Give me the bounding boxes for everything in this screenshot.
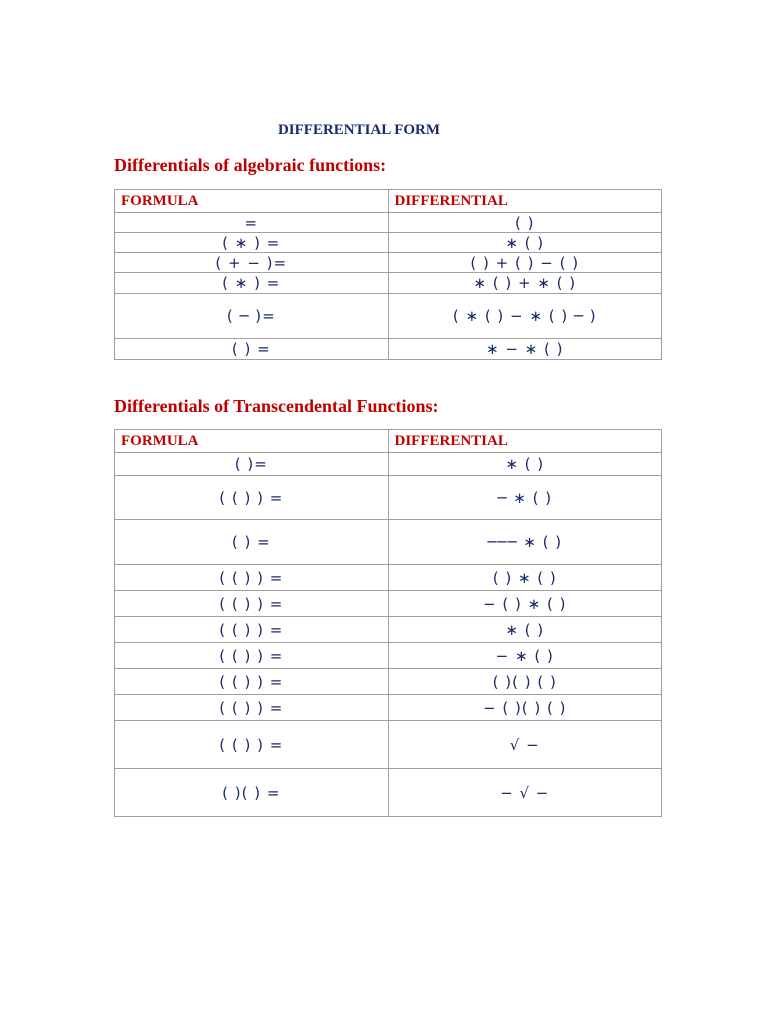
formula-cell: ( ( ) ) =	[115, 643, 389, 669]
formula-cell: ( )( ) =	[115, 769, 389, 817]
column-header-differential: DIFFERENTIAL	[388, 190, 662, 213]
formula-cell: ( ( ) ) =	[115, 695, 389, 721]
formula-cell: ( ─ )=	[115, 294, 389, 339]
table-row	[115, 669, 662, 695]
transcendental-heading: Differentials of Transcendental Functions:	[114, 396, 439, 416]
differential-cell: ∗ ( )	[388, 233, 662, 253]
document-title: DIFFERENTIAL FORM	[277, 122, 441, 138]
formula-cell: ( ∗ ) =	[115, 273, 389, 294]
column-header-formula: FORMULA	[115, 430, 389, 453]
formula-cell: ( )=	[115, 453, 389, 476]
table-row	[115, 339, 662, 360]
table-row	[115, 520, 662, 565]
transcendental-table	[114, 429, 662, 817]
algebraic-heading: Differentials of algebraic functions:	[114, 155, 387, 175]
table-row	[115, 721, 662, 769]
formula-cell: ( ) =	[115, 339, 389, 360]
differential-cell: ∗ ( )	[388, 617, 662, 643]
differential-cell: ─ ∗ ( )	[388, 476, 662, 520]
table-row	[115, 273, 662, 294]
table-row	[115, 591, 662, 617]
column-header-formula: FORMULA	[115, 190, 389, 213]
table-row	[115, 617, 662, 643]
table-row	[115, 643, 662, 669]
formula-cell: ( ( ) ) =	[115, 476, 389, 520]
differential-cell: ∗ − ∗ ( )	[388, 339, 662, 360]
differential-cell: − ( )( ) ( )	[388, 695, 662, 721]
table-row	[115, 565, 662, 591]
differential-cell: ( )( ) ( )	[388, 669, 662, 695]
differential-cell: − ∗ ( )	[388, 643, 662, 669]
algebraic-table	[114, 189, 662, 360]
column-header-differential: DIFFERENTIAL	[388, 430, 662, 453]
table-row	[115, 769, 662, 817]
table-row	[115, 294, 662, 339]
table-row	[115, 453, 662, 476]
differential-cell: ∗ ( )	[388, 453, 662, 476]
differential-cell: ─── ∗ ( )	[388, 520, 662, 565]
formula-cell: =	[115, 213, 389, 233]
differential-cell: ( )	[388, 213, 662, 233]
formula-cell: ( ( ) ) =	[115, 669, 389, 695]
differential-cell: − ( ) ∗ ( )	[388, 591, 662, 617]
table-row	[115, 476, 662, 520]
formula-cell: ( ( ) ) =	[115, 565, 389, 591]
formula-cell: ( ∗ ) =	[115, 233, 389, 253]
formula-cell: ( ( ) ) =	[115, 721, 389, 769]
differential-cell: ( ) + ( ) − ( )	[388, 253, 662, 273]
table-row	[115, 695, 662, 721]
differential-cell: − √ −	[388, 769, 662, 817]
table-header-row	[115, 190, 662, 213]
formula-cell: ( ( ) ) =	[115, 591, 389, 617]
table-row	[115, 233, 662, 253]
differential-cell: ( ∗ ( ) − ∗ ( ) ─ )	[388, 294, 662, 339]
formula-cell: ( + − )=	[115, 253, 389, 273]
differential-cell: ( ) ∗ ( )	[388, 565, 662, 591]
differential-cell: √ −	[388, 721, 662, 769]
formula-cell: ( ) =	[115, 520, 389, 565]
table-row	[115, 213, 662, 233]
table-row	[115, 253, 662, 273]
differential-cell: ∗ ( ) + ∗ ( )	[388, 273, 662, 294]
table-header-row	[115, 430, 662, 453]
formula-cell: ( ( ) ) =	[115, 617, 389, 643]
